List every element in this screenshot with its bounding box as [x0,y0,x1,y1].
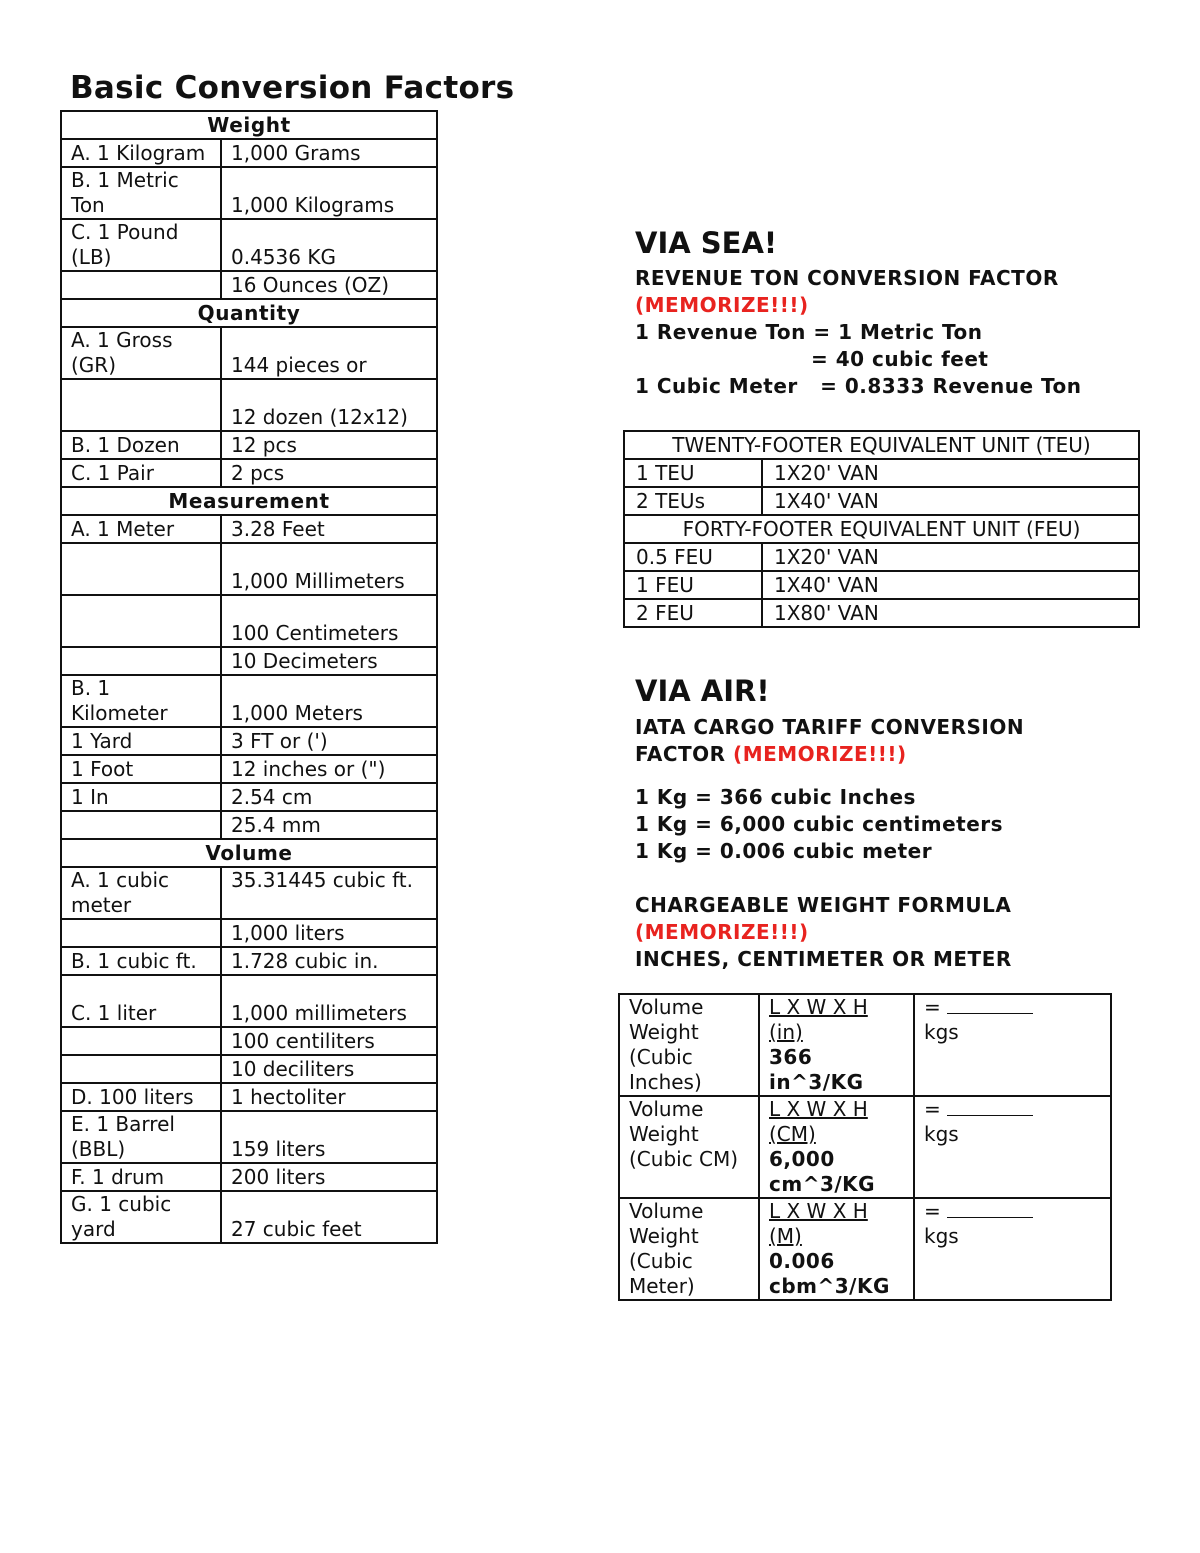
value-cell: 100 centiliters [221,1027,437,1055]
result-unit: kgs [924,1020,959,1044]
table-row [61,271,437,299]
formula-label: Volume Weight (Cubic CM) [619,1096,759,1198]
value-cell: 1,000 liters [221,919,437,947]
unit-cell: F. 1 drum [61,1163,221,1191]
unit-cell: 1 TEU [624,459,762,487]
formula-fraction [759,1096,914,1198]
sea-heading: VIA SEA! [635,226,778,260]
formula-fraction [759,1198,914,1300]
unit-cell [61,543,221,595]
value-cell: 1X40' VAN [762,487,1139,515]
table-row [61,431,437,459]
formula-label: Volume Weight (Cubic Meter) [619,1198,759,1300]
answer-blank [947,1099,1033,1116]
table-row [61,867,437,919]
teu-header: TWENTY-FOOTER EQUIVALENT UNIT (TEU) [624,431,1139,459]
value-cell: 2.54 cm [221,783,437,811]
sea-info [635,265,1082,400]
unit-cell [61,811,221,839]
value-cell: 3.28 Feet [221,515,437,543]
table-row [61,219,437,271]
table-row [61,1191,437,1243]
unit-cell: C. 1 Pair [61,459,221,487]
sea-line-1: 1 Revenue Ton = 1 Metric Ton [635,320,983,344]
unit-cell: G. 1 cubic yard [61,1191,221,1243]
table-row [619,1096,1111,1198]
formula-result [914,994,1111,1096]
value-cell: 10 deciliters [221,1055,437,1083]
formula-numerator: L X W X H (M) [769,1199,868,1248]
table-row [624,599,1139,627]
air-heading: VIA AIR! [635,674,770,708]
table-row [61,755,437,783]
unit-cell: C. 1 liter [61,975,221,1027]
table-row [619,994,1111,1096]
value-cell: 1,000 Millimeters [221,543,437,595]
unit-cell: 1 In [61,783,221,811]
formula-units: INCHES, CENTIMETER OR METER [635,947,1012,971]
table-row [61,139,437,167]
formula-fraction [759,994,914,1096]
table-row [624,543,1139,571]
value-cell: 0.4536 KG [221,219,437,271]
unit-cell: D. 100 liters [61,1083,221,1111]
unit-cell: 1 Yard [61,727,221,755]
value-cell: 1,000 Grams [221,139,437,167]
value-cell: 1X20' VAN [762,459,1139,487]
formula-denominator: 366 in^3/KG [769,1045,864,1094]
air-memorize-note: (MEMORIZE!!!) [733,742,907,766]
formula-denominator: 6,000 cm^3/KG [769,1147,876,1196]
table-row [61,1111,437,1163]
table-row [61,595,437,647]
unit-cell [61,919,221,947]
measurement-header: Measurement [61,487,437,515]
air-subtitle-line-2: FACTOR [635,742,726,766]
table-row [624,487,1139,515]
table-row [61,543,437,595]
unit-cell [61,595,221,647]
table-row [61,783,437,811]
equals-sign: = [924,1097,941,1121]
weight-header: Weight [61,111,437,139]
unit-cell: A. 1 Meter [61,515,221,543]
table-row [61,167,437,219]
value-cell: 144 pieces or [221,327,437,379]
value-cell: 1.728 cubic in. [221,947,437,975]
equals-sign: = [924,1199,941,1223]
table-row [61,919,437,947]
table-row [61,975,437,1027]
value-cell: 159 liters [221,1111,437,1163]
value-cell: 1X80' VAN [762,599,1139,627]
value-cell: 1,000 Kilograms [221,167,437,219]
formula-result [914,1198,1111,1300]
value-cell: 12 inches or (") [221,755,437,783]
unit-cell: 2 FEU [624,599,762,627]
air-conversion-1: 1 Kg = 366 cubic Inches [635,785,916,809]
chargeable-weight-table [618,993,1112,1301]
unit-cell [61,271,221,299]
value-cell: 100 Centimeters [221,595,437,647]
unit-cell [61,1027,221,1055]
value-cell: 1X20' VAN [762,543,1139,571]
table-row [61,675,437,727]
table-row [61,1083,437,1111]
result-unit: kgs [924,1224,959,1248]
unit-cell: A. 1 Gross (GR) [61,327,221,379]
value-cell: 1 hectoliter [221,1083,437,1111]
unit-cell: B. 1 cubic ft. [61,947,221,975]
unit-cell: E. 1 Barrel (BBL) [61,1111,221,1163]
sea-subtitle: REVENUE TON CONVERSION FACTOR [635,266,1059,290]
unit-cell: A. 1 cubic meter [61,867,221,919]
formula-numerator: L X W X H (in) [769,995,868,1044]
table-row [624,459,1139,487]
section-header-row [61,111,437,139]
unit-cell: 1 FEU [624,571,762,599]
value-cell: 27 cubic feet [221,1191,437,1243]
value-cell: 200 liters [221,1163,437,1191]
section-header-row [61,839,437,867]
formula-numerator: L X W X H (CM) [769,1097,868,1146]
answer-blank [947,1201,1033,1218]
feu-header: FORTY-FOOTER EQUIVALENT UNIT (FEU) [624,515,1139,543]
teu-feu-table [623,430,1140,628]
value-cell: 10 Decimeters [221,647,437,675]
sea-memorize-note: (MEMORIZE!!!) [635,293,809,317]
result-unit: kgs [924,1122,959,1146]
table-row [619,1198,1111,1300]
value-cell: 3 FT or (') [221,727,437,755]
value-cell: 35.31445 cubic ft. [221,867,437,919]
answer-blank [947,997,1033,1014]
table-row [61,811,437,839]
table-row [61,1027,437,1055]
formula-label: Volume Weight (Cubic Inches) [619,994,759,1096]
table-row [61,327,437,379]
unit-cell: B. 1 Metric Ton [61,167,221,219]
table-row [624,571,1139,599]
quantity-header: Quantity [61,299,437,327]
section-header-row [61,299,437,327]
air-conversion-2: 1 Kg = 6,000 cubic centimeters [635,812,1004,836]
value-cell: 1,000 Meters [221,675,437,727]
value-cell: 12 dozen (12x12) [221,379,437,431]
table-row [61,947,437,975]
unit-cell: B. 1 Dozen [61,431,221,459]
value-cell: 1,000 millimeters [221,975,437,1027]
formula-title: CHARGEABLE WEIGHT FORMULA [635,893,1012,917]
table-row [61,647,437,675]
air-info [635,714,1024,973]
unit-cell: 2 TEUs [624,487,762,515]
value-cell: 2 pcs [221,459,437,487]
volume-header: Volume [61,839,437,867]
table-row [61,459,437,487]
unit-cell: A. 1 Kilogram [61,139,221,167]
basic-conversion-table [60,110,438,1244]
sea-line-2: = 40 cubic feet [811,347,989,371]
page-title: Basic Conversion Factors [70,70,515,106]
value-cell: 25.4 mm [221,811,437,839]
formula-result [914,1096,1111,1198]
unit-cell: C. 1 Pound (LB) [61,219,221,271]
table-row [61,1055,437,1083]
table-row [61,515,437,543]
section-header-row [61,487,437,515]
unit-cell: 0.5 FEU [624,543,762,571]
value-cell: 16 Ounces (OZ) [221,271,437,299]
unit-cell: B. 1 Kilometer [61,675,221,727]
table-row [61,727,437,755]
sea-line-3: 1 Cubic Meter = 0.8333 Revenue Ton [635,374,1082,398]
table-row [61,1163,437,1191]
table-row [61,379,437,431]
air-conversion-3: 1 Kg = 0.006 cubic meter [635,839,933,863]
formula-memorize-note: (MEMORIZE!!!) [635,920,809,944]
unit-cell: 1 Foot [61,755,221,783]
formula-denominator: 0.006 cbm^3/KG [769,1249,890,1298]
equals-sign: = [924,995,941,1019]
value-cell: 12 pcs [221,431,437,459]
unit-cell [61,647,221,675]
value-cell: 1X40' VAN [762,571,1139,599]
unit-cell [61,1055,221,1083]
unit-cell [61,379,221,431]
air-subtitle-line-1: IATA CARGO TARIFF CONVERSION [635,715,1025,739]
